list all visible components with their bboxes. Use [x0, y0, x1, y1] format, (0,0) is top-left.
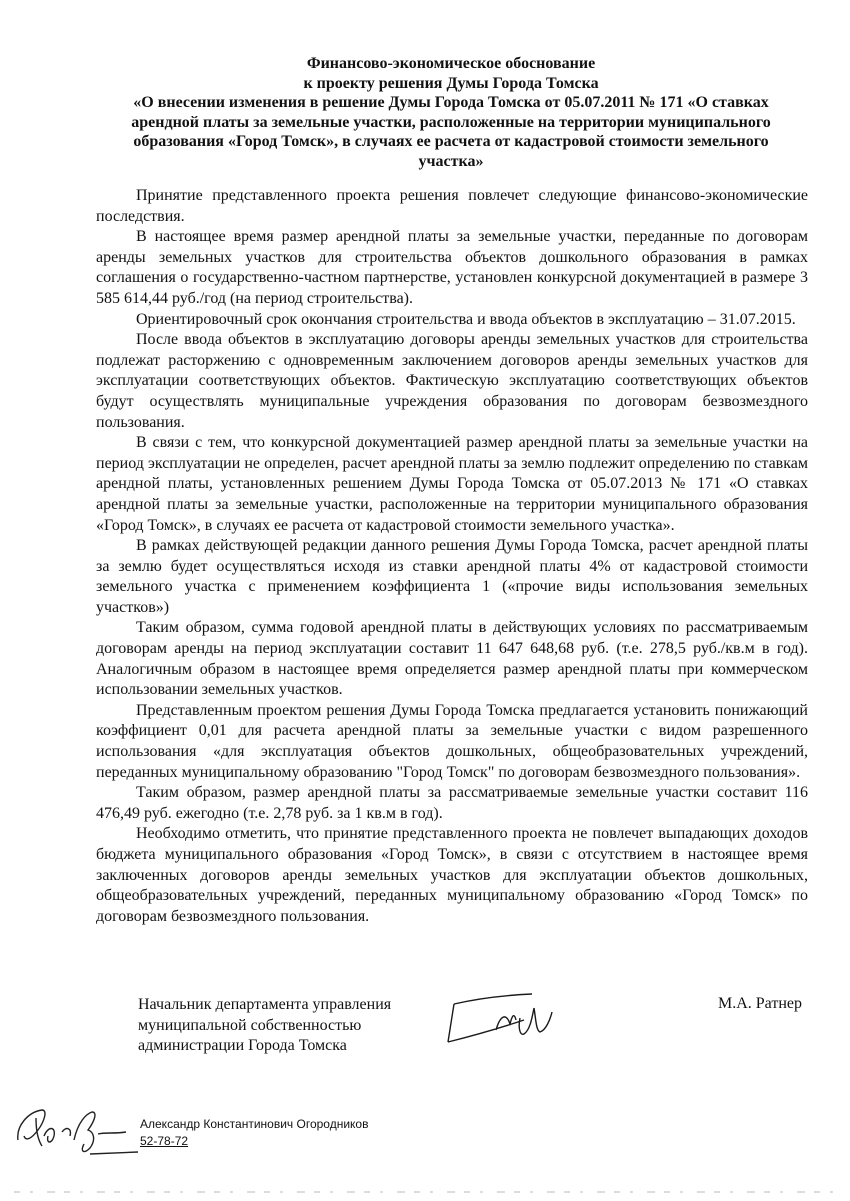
handwritten-initials: [14, 1096, 144, 1166]
position-line-2: муниципальной собственностью: [138, 1016, 362, 1034]
paragraph-4: После ввода объектов в эксплуатацию договоры аренды земельных участков для строительства подлежат расторжению с одновременным заключением договоров аренды земельных участков для эксплуатации соответствующих объектов. Фактическую эксплуатацию соответствующих объектов будут осуществлять муниципальные учреждения образования по договорам безвозмездного пользования.: [96, 331, 808, 431]
title-line-4: арендной платы за земельные участки, расположенные на территории муниципального: [131, 113, 771, 131]
title-line-3: «О внесении изменения в решение Думы Города Томска от 05.07.2011 № 171 «О ставках: [133, 94, 769, 111]
title-line-5: образования «Город Томск», в случаях ее расчета от кадастровой стоимости земельного: [133, 133, 769, 150]
document-title: [96, 54, 806, 171]
paragraph-1: Принятие представленного проекта решения повлечет следующие финансово-экономические последствия.: [96, 187, 808, 225]
contact-phone: 52-78-72: [140, 1134, 189, 1148]
contact-block: [140, 1116, 368, 1150]
handwritten-signature: [440, 990, 570, 1050]
paragraph-8: Представленным проектом решения Думы Города Томска предлагается установить понижающий коэффициент 0,01 для расчета арендной платы за земельные участки с видом разрешенного использования «для эксплуатация объектов дошкольных, общеобразовательных учреждений, переданных муниципальному образованию "Город Томск" по договорам безвозмездного пользования».: [96, 701, 808, 781]
title-line-6: участка»: [418, 152, 484, 170]
title-line-1: Финансово-экономическое обоснование: [306, 55, 596, 72]
paragraph-9: Таким образом, размер арендной платы за рассматриваемые земельные участки составит 116 476,49 руб. ежегодно (т.е. 2,78 руб. за 1 кв.м в год).: [96, 784, 808, 822]
paragraph-6: В рамках действующей редакции данного решения Думы Города Томска, расчет арендной платы за землю будет осуществляться исходя из ставки арендной платы 4% от кадастровой стоимости земельного участка с применением коэффициента 1 («прочие виды использования земельных участков»): [96, 537, 808, 616]
signer-name: М.А. Ратнер: [718, 995, 803, 1012]
paragraph-10: Необходимо отметить, что принятие представленного проекта не повлечет выпадающих доходов бюджета муниципального образования «Город Томск», в связи с отсутствием в настоящее время заключенных договоров аренды земельных участков для эксплуатации объектов дошкольных, общеобразовательных учреждений, переданных муниципальному образованию «Город Томск» по договорам безвозмездного пользования.: [96, 825, 808, 925]
paragraph-2: В настоящее время размер арендной платы за земельные участки, переданные по договорам аренды земельных участков для строительства объектов дошкольного образования в рамках соглашения о государственно-частном партнерстве, установлен конкурсной документацией в размере 3 585 614,44 руб./год (на период строительства).: [96, 228, 808, 307]
paragraph-7: Таким образом, сумма годовой арендной платы в действующих условиях по рассматриваемым договорам аренды на период эксплуатации составит 11 647 648,68 руб. (т.е. 278,5 руб./кв.м в год). Аналогичным образом в настоящее время определяется размер арендной платы при коммерческом использовании земельных участков.: [96, 619, 808, 699]
signer-position: [138, 995, 391, 1057]
document-body: [96, 186, 808, 927]
position-line-3: администрации Города Томска: [138, 1037, 347, 1055]
contact-name: Александр Константинович Огородников: [140, 1117, 369, 1131]
position-line-1: Начальник департамента управления: [138, 996, 392, 1013]
paragraph-5: В связи с тем, что конкурсной документацией размер арендной платы за земельные участки на период эксплуатации не определен, расчет арендной платы за землю подлежит определению по ставкам арендной платы, установленных решением Думы Города Томска от 05.07.2013 № 171 «О ставках арендной платы за земельные участки, расположенные на территории муниципального образования «Город Томск», в случаях ее расчета от кадастровой стоимости земельного участка».: [96, 434, 808, 534]
paragraph-3: Ориентировочный срок окончания строительства и ввода объектов в эксплуатацию – 31.07.2015.: [136, 310, 796, 328]
scan-edge-artifact: [14, 1190, 836, 1194]
title-line-2: к проекту решения Думы Города Томска: [303, 74, 599, 92]
